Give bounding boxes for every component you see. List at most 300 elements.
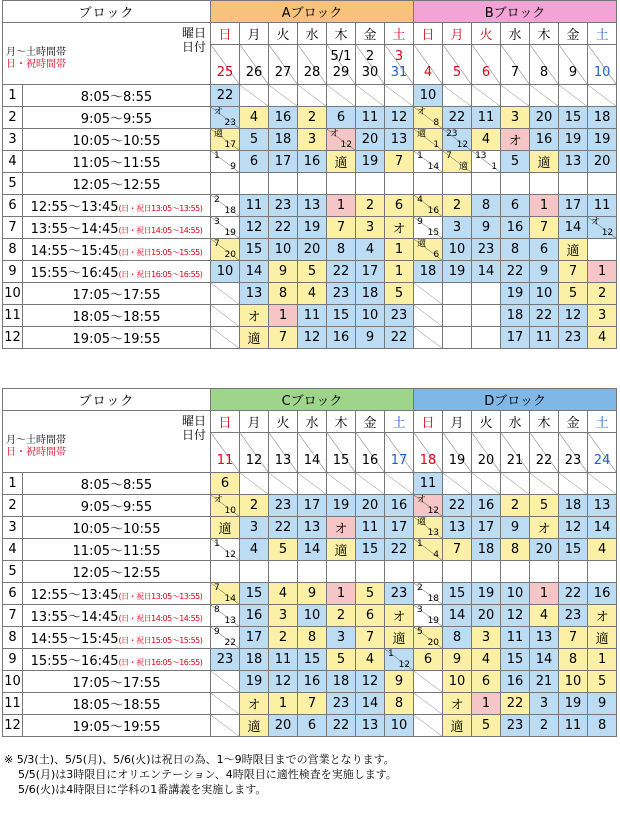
slot-cell[interactable]: 2 (443, 195, 472, 217)
slot-cell[interactable]: 6 (327, 107, 356, 129)
slot-cell[interactable]: 15 (298, 649, 327, 671)
slot-cell[interactable] (211, 627, 240, 649)
slot-cell[interactable]: 20 (269, 715, 298, 737)
slot-cell[interactable]: 22 (501, 693, 530, 715)
slot-cell[interactable]: 18 (472, 539, 501, 561)
slot-cell[interactable] (559, 173, 588, 195)
slot-cell[interactable]: 1 (327, 195, 356, 217)
slot-cell[interactable] (443, 305, 472, 327)
slot-cell[interactable] (327, 129, 356, 151)
slot-cell[interactable]: 12 (559, 305, 588, 327)
slot-cell[interactable]: 適 (327, 151, 356, 173)
slot-cell[interactable]: 19 (356, 151, 385, 173)
slot-cell[interactable]: 10 (211, 261, 240, 283)
slot-cell[interactable]: 8 (501, 239, 530, 261)
slot-cell[interactable] (530, 561, 559, 583)
slot-cell[interactable]: 2 (269, 627, 298, 649)
slot-cell[interactable]: 19 (298, 217, 327, 239)
slot-cell[interactable]: 13 (443, 517, 472, 539)
slot-cell[interactable]: 3 (298, 129, 327, 151)
slot-cell[interactable]: 11 (559, 715, 588, 737)
slot-cell[interactable]: 3 (530, 693, 559, 715)
slot-cell[interactable]: 2 (327, 605, 356, 627)
slot-cell[interactable] (588, 217, 617, 239)
slot-cell[interactable] (211, 217, 240, 239)
slot-cell[interactable]: 5 (356, 583, 385, 605)
slot-cell[interactable]: 1 (327, 583, 356, 605)
slot-cell[interactable]: 13 (588, 495, 617, 517)
slot-cell[interactable]: 9 (530, 261, 559, 283)
slot-cell[interactable]: 15 (327, 305, 356, 327)
slot-cell[interactable] (472, 305, 501, 327)
slot-cell[interactable]: 14 (559, 217, 588, 239)
slot-cell[interactable] (211, 107, 240, 129)
slot-cell[interactable]: 19 (443, 261, 472, 283)
slot-cell[interactable]: 19 (559, 129, 588, 151)
slot-cell[interactable]: 14 (443, 605, 472, 627)
slot-cell[interactable] (501, 561, 530, 583)
slot-cell[interactable]: 8 (385, 693, 414, 715)
slot-cell[interactable] (530, 173, 559, 195)
slot-cell[interactable] (501, 173, 530, 195)
slot-cell[interactable]: 8 (327, 239, 356, 261)
slot-cell[interactable]: 1 (588, 649, 617, 671)
slot-cell[interactable] (327, 173, 356, 195)
slot-cell[interactable]: 11 (356, 517, 385, 539)
slot-cell[interactable] (385, 173, 414, 195)
slot-cell[interactable]: 23 (501, 715, 530, 737)
slot-cell[interactable]: 6 (240, 151, 269, 173)
slot-cell[interactable]: 11 (472, 107, 501, 129)
slot-cell[interactable] (414, 217, 443, 239)
slot-cell[interactable]: 7 (559, 261, 588, 283)
slot-cell[interactable]: 7 (269, 327, 298, 349)
slot-cell[interactable]: 4 (240, 107, 269, 129)
slot-cell[interactable] (443, 561, 472, 583)
slot-cell[interactable]: 5 (385, 283, 414, 305)
slot-cell[interactable]: 9 (356, 327, 385, 349)
slot-cell[interactable]: 17 (356, 261, 385, 283)
slot-cell[interactable]: 6 (501, 195, 530, 217)
slot-cell[interactable]: オ (385, 217, 414, 239)
slot-cell[interactable]: 23 (269, 495, 298, 517)
slot-cell[interactable]: オ (443, 693, 472, 715)
slot-cell[interactable]: 1 (269, 305, 298, 327)
slot-cell[interactable]: 1 (588, 261, 617, 283)
slot-cell[interactable]: 22 (211, 85, 240, 107)
slot-cell[interactable]: 10 (559, 671, 588, 693)
slot-cell[interactable]: 18 (240, 649, 269, 671)
slot-cell[interactable] (211, 605, 240, 627)
slot-cell[interactable]: 12 (269, 671, 298, 693)
slot-cell[interactable]: 17 (559, 195, 588, 217)
slot-cell[interactable]: 18 (501, 305, 530, 327)
slot-cell[interactable]: 5 (588, 671, 617, 693)
slot-cell[interactable]: 6 (211, 473, 240, 495)
slot-cell[interactable] (211, 539, 240, 561)
slot-cell[interactable]: 22 (559, 583, 588, 605)
slot-cell[interactable]: 5 (298, 261, 327, 283)
slot-cell[interactable]: 5 (327, 649, 356, 671)
slot-cell[interactable]: 6 (530, 239, 559, 261)
slot-cell[interactable]: 4 (472, 649, 501, 671)
slot-cell[interactable]: 22 (385, 539, 414, 561)
slot-cell[interactable]: 適 (240, 327, 269, 349)
slot-cell[interactable]: 15 (501, 649, 530, 671)
slot-cell[interactable]: オ (240, 305, 269, 327)
slot-cell[interactable]: 15 (240, 583, 269, 605)
slot-cell[interactable]: 19 (240, 671, 269, 693)
slot-cell[interactable] (356, 173, 385, 195)
slot-cell[interactable] (414, 517, 443, 539)
slot-cell[interactable] (588, 173, 617, 195)
slot-cell[interactable]: 19 (501, 283, 530, 305)
slot-cell[interactable]: 5 (472, 715, 501, 737)
slot-cell[interactable]: 12 (298, 327, 327, 349)
slot-cell[interactable]: 1 (530, 583, 559, 605)
slot-cell[interactable]: 4 (588, 327, 617, 349)
slot-cell[interactable]: 10 (443, 671, 472, 693)
slot-cell[interactable]: 22 (443, 107, 472, 129)
slot-cell[interactable] (298, 173, 327, 195)
slot-cell[interactable]: 16 (269, 107, 298, 129)
slot-cell[interactable]: 2 (240, 495, 269, 517)
slot-cell[interactable]: 5 (269, 539, 298, 561)
slot-cell[interactable]: 13 (530, 627, 559, 649)
slot-cell[interactable]: 22 (327, 715, 356, 737)
slot-cell[interactable]: 4 (240, 539, 269, 561)
slot-cell[interactable]: 4 (356, 239, 385, 261)
slot-cell[interactable]: 19 (559, 693, 588, 715)
slot-cell[interactable]: 10 (385, 715, 414, 737)
slot-cell[interactable]: 適 (443, 715, 472, 737)
slot-cell[interactable]: 適 (327, 539, 356, 561)
slot-cell[interactable]: 6 (298, 715, 327, 737)
slot-cell[interactable] (414, 107, 443, 129)
slot-cell[interactable]: 3 (327, 627, 356, 649)
slot-cell[interactable]: 8 (298, 627, 327, 649)
slot-cell[interactable] (414, 173, 443, 195)
slot-cell[interactable]: 16 (472, 495, 501, 517)
slot-cell[interactable]: 18 (414, 261, 443, 283)
slot-cell[interactable]: 7 (530, 217, 559, 239)
slot-cell[interactable] (211, 239, 240, 261)
slot-cell[interactable]: 5 (501, 151, 530, 173)
slot-cell[interactable]: 11 (501, 627, 530, 649)
slot-cell[interactable]: 3 (240, 517, 269, 539)
slot-cell[interactable] (269, 561, 298, 583)
slot-cell[interactable]: 11 (356, 107, 385, 129)
slot-cell[interactable]: 3 (501, 107, 530, 129)
slot-cell[interactable]: 16 (501, 217, 530, 239)
slot-cell[interactable]: 23 (327, 693, 356, 715)
slot-cell[interactable] (385, 561, 414, 583)
slot-cell[interactable]: 3 (588, 305, 617, 327)
slot-cell[interactable]: 11 (530, 327, 559, 349)
slot-cell[interactable]: 15 (443, 583, 472, 605)
slot-cell[interactable] (443, 283, 472, 305)
slot-cell[interactable] (443, 173, 472, 195)
slot-cell[interactable]: 20 (530, 107, 559, 129)
slot-cell[interactable] (472, 283, 501, 305)
slot-cell[interactable]: 20 (588, 151, 617, 173)
slot-cell[interactable]: 6 (414, 649, 443, 671)
slot-cell[interactable]: 15 (559, 107, 588, 129)
slot-cell[interactable]: 17 (298, 495, 327, 517)
slot-cell[interactable]: 16 (385, 495, 414, 517)
slot-cell[interactable]: 3 (472, 627, 501, 649)
slot-cell[interactable]: 5 (559, 283, 588, 305)
slot-cell[interactable]: 17 (240, 627, 269, 649)
slot-cell[interactable]: 8 (501, 539, 530, 561)
slot-cell[interactable]: オ (588, 605, 617, 627)
slot-cell[interactable] (356, 561, 385, 583)
slot-cell[interactable]: 14 (298, 539, 327, 561)
slot-cell[interactable]: 10 (298, 605, 327, 627)
slot-cell[interactable]: 8 (443, 627, 472, 649)
slot-cell[interactable] (414, 129, 443, 151)
slot-cell[interactable]: 14 (588, 517, 617, 539)
slot-cell[interactable]: 2 (588, 283, 617, 305)
slot-cell[interactable]: 16 (501, 671, 530, 693)
slot-cell[interactable]: 11 (414, 473, 443, 495)
slot-cell[interactable]: 9 (472, 217, 501, 239)
slot-cell[interactable]: 20 (356, 495, 385, 517)
slot-cell[interactable]: 6 (472, 671, 501, 693)
slot-cell[interactable]: 2 (298, 107, 327, 129)
slot-cell[interactable] (414, 495, 443, 517)
slot-cell[interactable]: 6 (385, 195, 414, 217)
slot-cell[interactable]: 22 (385, 327, 414, 349)
slot-cell[interactable]: 22 (269, 217, 298, 239)
slot-cell[interactable]: 8 (269, 283, 298, 305)
slot-cell[interactable]: 5 (240, 129, 269, 151)
slot-cell[interactable]: 12 (501, 605, 530, 627)
slot-cell[interactable]: 適 (240, 715, 269, 737)
slot-cell[interactable]: 9 (298, 583, 327, 605)
slot-cell[interactable] (211, 495, 240, 517)
slot-cell[interactable]: 18 (356, 283, 385, 305)
slot-cell[interactable]: 3 (269, 605, 298, 627)
slot-cell[interactable]: 23 (559, 605, 588, 627)
slot-cell[interactable]: 22 (269, 517, 298, 539)
slot-cell[interactable]: 23 (472, 239, 501, 261)
slot-cell[interactable]: 14 (240, 261, 269, 283)
slot-cell[interactable]: 10 (414, 85, 443, 107)
slot-cell[interactable] (385, 649, 414, 671)
slot-cell[interactable] (472, 151, 501, 173)
slot-cell[interactable]: 4 (356, 649, 385, 671)
slot-cell[interactable]: 12 (559, 517, 588, 539)
slot-cell[interactable]: 2 (530, 715, 559, 737)
slot-cell[interactable]: 22 (443, 495, 472, 517)
slot-cell[interactable] (472, 561, 501, 583)
slot-cell[interactable] (327, 561, 356, 583)
slot-cell[interactable]: 14 (530, 649, 559, 671)
slot-cell[interactable] (414, 239, 443, 261)
slot-cell[interactable]: 適 (211, 517, 240, 539)
slot-cell[interactable] (588, 239, 617, 261)
slot-cell[interactable] (472, 327, 501, 349)
slot-cell[interactable]: 23 (327, 283, 356, 305)
slot-cell[interactable]: 適 (588, 627, 617, 649)
slot-cell[interactable]: 7 (385, 151, 414, 173)
slot-cell[interactable]: 17 (385, 517, 414, 539)
slot-cell[interactable]: 16 (588, 583, 617, 605)
slot-cell[interactable]: 16 (298, 151, 327, 173)
slot-cell[interactable]: 適 (559, 239, 588, 261)
slot-cell[interactable]: 9 (385, 671, 414, 693)
slot-cell[interactable]: 13 (385, 129, 414, 151)
slot-cell[interactable]: 12 (356, 671, 385, 693)
slot-cell[interactable]: 23 (559, 327, 588, 349)
slot-cell[interactable]: 8 (559, 649, 588, 671)
slot-cell[interactable]: 10 (501, 583, 530, 605)
slot-cell[interactable]: 12 (240, 217, 269, 239)
slot-cell[interactable]: 20 (472, 605, 501, 627)
slot-cell[interactable] (414, 583, 443, 605)
slot-cell[interactable] (211, 129, 240, 151)
slot-cell[interactable]: 22 (501, 261, 530, 283)
slot-cell[interactable] (414, 627, 443, 649)
slot-cell[interactable]: オ (240, 693, 269, 715)
slot-cell[interactable]: 10 (443, 239, 472, 261)
slot-cell[interactable]: 18 (269, 129, 298, 151)
slot-cell[interactable] (211, 583, 240, 605)
slot-cell[interactable] (443, 327, 472, 349)
slot-cell[interactable]: 1 (530, 195, 559, 217)
slot-cell[interactable] (414, 151, 443, 173)
slot-cell[interactable]: 3 (443, 217, 472, 239)
slot-cell[interactable]: 22 (530, 305, 559, 327)
slot-cell[interactable]: 9 (443, 649, 472, 671)
slot-cell[interactable]: 18 (588, 107, 617, 129)
slot-cell[interactable]: 23 (269, 195, 298, 217)
slot-cell[interactable]: 13 (298, 195, 327, 217)
slot-cell[interactable] (559, 561, 588, 583)
slot-cell[interactable] (588, 561, 617, 583)
slot-cell[interactable] (443, 129, 472, 151)
slot-cell[interactable]: 適 (530, 151, 559, 173)
slot-cell[interactable]: 9 (588, 693, 617, 715)
slot-cell[interactable]: 16 (298, 671, 327, 693)
slot-cell[interactable] (298, 561, 327, 583)
slot-cell[interactable]: 11 (269, 649, 298, 671)
slot-cell[interactable]: 19 (327, 495, 356, 517)
slot-cell[interactable]: 11 (240, 195, 269, 217)
slot-cell[interactable]: 19 (588, 129, 617, 151)
slot-cell[interactable]: 1 (385, 261, 414, 283)
slot-cell[interactable]: 23 (211, 649, 240, 671)
slot-cell[interactable]: 12 (385, 107, 414, 129)
slot-cell[interactable] (211, 195, 240, 217)
slot-cell[interactable]: 4 (588, 539, 617, 561)
slot-cell[interactable]: オ (327, 517, 356, 539)
slot-cell[interactable]: オ (385, 605, 414, 627)
slot-cell[interactable]: 20 (298, 239, 327, 261)
slot-cell[interactable]: 適 (385, 627, 414, 649)
slot-cell[interactable]: 13 (559, 151, 588, 173)
slot-cell[interactable]: 7 (559, 627, 588, 649)
slot-cell[interactable] (414, 561, 443, 583)
slot-cell[interactable]: 9 (269, 261, 298, 283)
slot-cell[interactable]: 7 (298, 693, 327, 715)
slot-cell[interactable]: 19 (472, 583, 501, 605)
slot-cell[interactable] (240, 173, 269, 195)
slot-cell[interactable]: 1 (269, 693, 298, 715)
slot-cell[interactable]: 13 (240, 283, 269, 305)
slot-cell[interactable]: 18 (327, 671, 356, 693)
slot-cell[interactable]: 2 (356, 195, 385, 217)
slot-cell[interactable]: 14 (472, 261, 501, 283)
slot-cell[interactable]: 15 (559, 539, 588, 561)
slot-cell[interactable] (240, 561, 269, 583)
slot-cell[interactable]: 4 (472, 129, 501, 151)
slot-cell[interactable]: 18 (559, 495, 588, 517)
slot-cell[interactable]: 16 (240, 605, 269, 627)
slot-cell[interactable]: 13 (356, 715, 385, 737)
slot-cell[interactable]: 15 (356, 539, 385, 561)
slot-cell[interactable]: 17 (269, 151, 298, 173)
slot-cell[interactable]: 16 (327, 327, 356, 349)
slot-cell[interactable]: 7 (443, 539, 472, 561)
slot-cell[interactable]: 20 (530, 539, 559, 561)
slot-cell[interactable]: 3 (356, 217, 385, 239)
slot-cell[interactable]: 13 (298, 517, 327, 539)
slot-cell[interactable]: オ (501, 129, 530, 151)
slot-cell[interactable]: 11 (588, 195, 617, 217)
slot-cell[interactable]: 4 (269, 583, 298, 605)
slot-cell[interactable] (211, 561, 240, 583)
slot-cell[interactable]: 6 (356, 605, 385, 627)
slot-cell[interactable] (414, 195, 443, 217)
slot-cell[interactable]: 15 (240, 239, 269, 261)
slot-cell[interactable]: 8 (588, 715, 617, 737)
slot-cell[interactable]: 7 (356, 627, 385, 649)
slot-cell[interactable] (211, 173, 240, 195)
slot-cell[interactable]: 10 (269, 239, 298, 261)
slot-cell[interactable]: 11 (298, 305, 327, 327)
slot-cell[interactable] (269, 173, 298, 195)
slot-cell[interactable]: 9 (501, 517, 530, 539)
slot-cell[interactable] (211, 151, 240, 173)
slot-cell[interactable]: 14 (356, 693, 385, 715)
slot-cell[interactable]: 23 (385, 305, 414, 327)
slot-cell[interactable]: 17 (501, 327, 530, 349)
slot-cell[interactable]: 1 (472, 693, 501, 715)
slot-cell[interactable]: 23 (385, 583, 414, 605)
slot-cell[interactable]: 4 (298, 283, 327, 305)
slot-cell[interactable]: 10 (530, 283, 559, 305)
slot-cell[interactable]: 21 (530, 671, 559, 693)
slot-cell[interactable]: 8 (472, 195, 501, 217)
slot-cell[interactable]: 7 (327, 217, 356, 239)
slot-cell[interactable]: 2 (501, 495, 530, 517)
slot-cell[interactable]: 1 (385, 239, 414, 261)
slot-cell[interactable]: 10 (356, 305, 385, 327)
slot-cell[interactable] (414, 539, 443, 561)
slot-cell[interactable] (414, 605, 443, 627)
slot-cell[interactable]: 22 (327, 261, 356, 283)
slot-cell[interactable]: 16 (530, 129, 559, 151)
slot-cell[interactable] (443, 151, 472, 173)
slot-cell[interactable]: 4 (530, 605, 559, 627)
slot-cell[interactable] (472, 173, 501, 195)
slot-cell[interactable]: 20 (356, 129, 385, 151)
slot-cell[interactable]: 5 (530, 495, 559, 517)
slot-cell[interactable]: 17 (472, 517, 501, 539)
slot-cell[interactable]: オ (530, 517, 559, 539)
